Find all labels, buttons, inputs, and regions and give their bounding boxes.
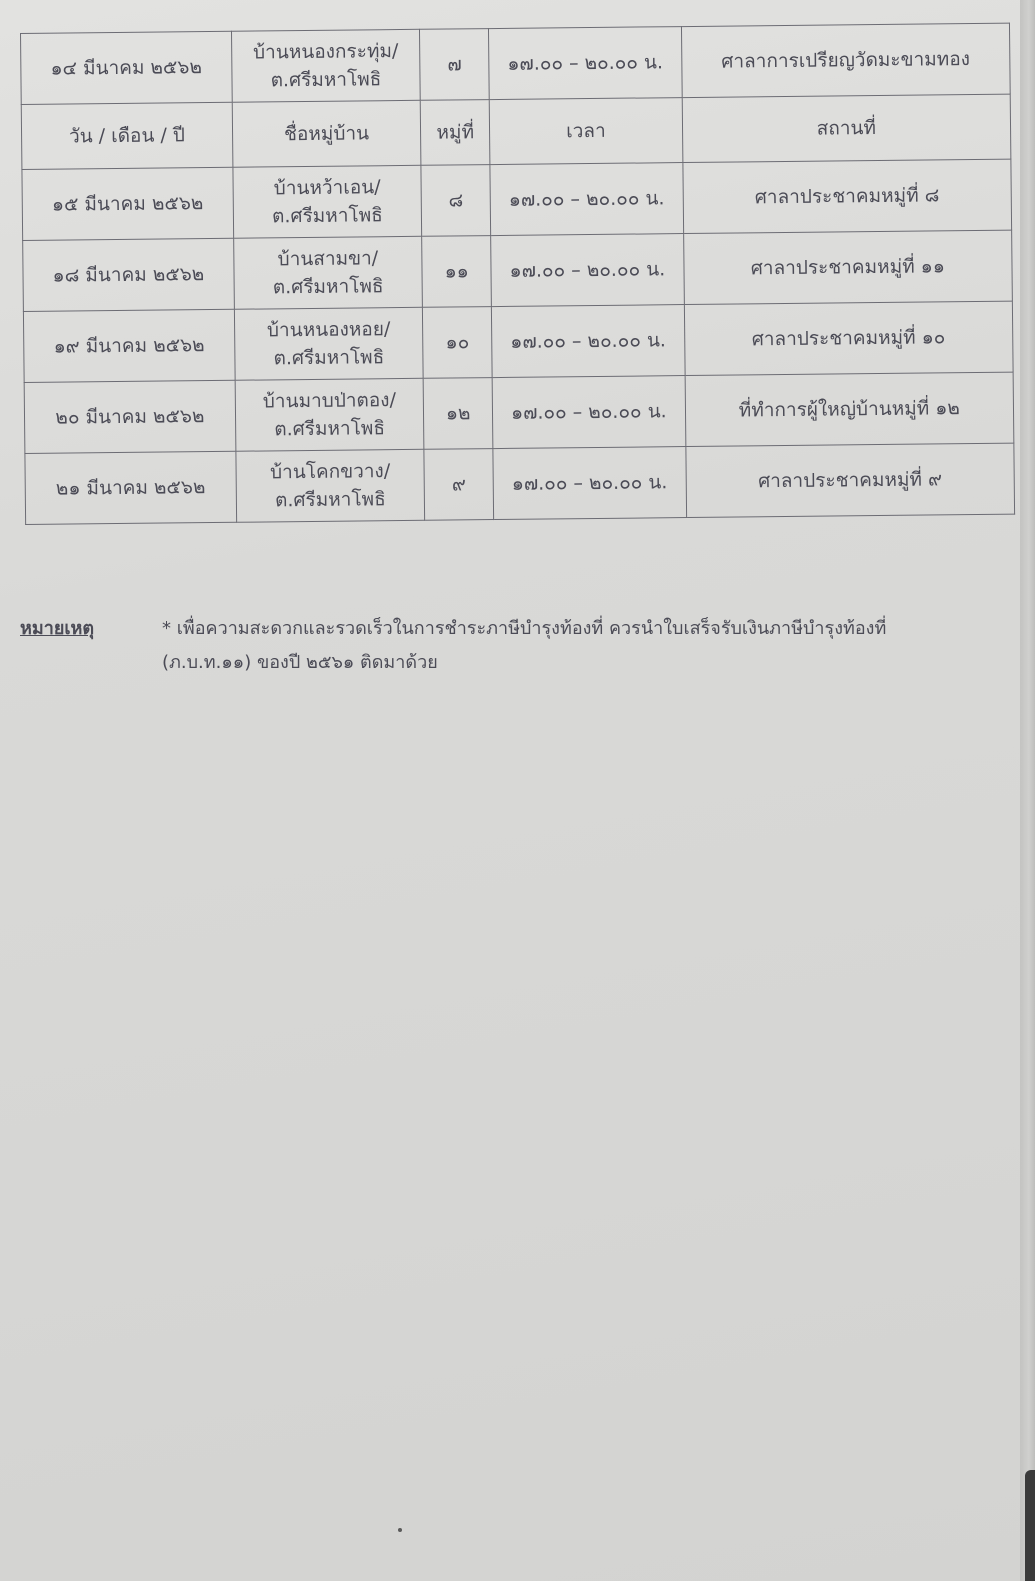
paper-speck (398, 1528, 402, 1532)
remark-line: (ภ.บ.ท.๑๑) ของปี ๒๕๖๑ ติดมาด้วย (162, 652, 438, 673)
date-cell: ๒๐ มีนาคม ๒๕๖๒ (24, 380, 235, 453)
background-object (1025, 1470, 1035, 1581)
table-row (23, 230, 1013, 311)
time-cell: ๑๗.๐๐ – ๒๐.๐๐ น. (490, 163, 683, 236)
subdistrict-name: ต.ศรีมหาโพธิ (274, 488, 386, 512)
header-village: ชื่อหมู่บ้าน (232, 100, 421, 167)
date-cell: ๒๑ มีนาคม ๒๕๖๒ (25, 451, 236, 524)
header-place: สถานที่ (682, 94, 1011, 162)
moo-cell: ๑๒ (423, 378, 493, 450)
moo-cell: ๙ (424, 449, 494, 521)
tax-collection-schedule-table (20, 23, 1015, 525)
village-cell (231, 29, 420, 102)
moo-cell: ๑๐ (423, 307, 493, 379)
time-cell: ๑๗.๐๐ – ๒๐.๐๐ น. (491, 234, 684, 307)
time-cell: ๑๗.๐๐ – ๒๐.๐๐ น. (492, 305, 685, 378)
time-cell: ๑๗.๐๐ – ๒๐.๐๐ น. (493, 447, 686, 520)
remark-label: หมายเหตุ (20, 618, 95, 639)
subdistrict-name: ต.ศรีมหาโพธิ (270, 68, 382, 92)
table-header-row (21, 94, 1011, 169)
table-row (25, 443, 1015, 524)
table-row (22, 159, 1012, 240)
place-cell: ศาลาประชาคมหมู่ที่ ๙ (686, 443, 1015, 517)
header-time: เวลา (489, 98, 682, 165)
village-name: บ้านสามขา/ (277, 247, 379, 271)
date-cell: ๑๔ มีนาคม ๒๕๖๒ (21, 31, 232, 104)
place-cell: ศาลาการเปรียญวัดมะขามทอง (681, 23, 1010, 97)
moo-cell: ๑๑ (422, 236, 492, 308)
table-row (23, 301, 1013, 382)
village-cell (234, 307, 423, 380)
header-moo: หมู่ที่ (420, 100, 490, 166)
moo-cell: ๘ (421, 165, 491, 237)
date-cell: ๑๕ มีนาคม ๒๕๖๒ (22, 167, 233, 240)
table-row (21, 23, 1011, 104)
village-cell (235, 378, 424, 451)
subdistrict-name: ต.ศรีมหาโพธิ (272, 275, 384, 299)
village-name: บ้านหว้าเอน/ (273, 176, 381, 200)
village-name: บ้านมาบป่าตอง/ (262, 389, 397, 413)
village-cell (236, 449, 425, 522)
village-name: บ้านหนองกระทุ่ม/ (252, 40, 399, 64)
remark-line: * เพื่อความสะดวกและรวดเร็วในการชำระภาษีบำรุงท้องที่ ควรนำใบเสร็จรับเงินภาษีบำรุงท้องที่ (162, 618, 887, 639)
subdistrict-name: ต.ศรีมหาโพธิ (274, 417, 386, 441)
page-edge (1020, 0, 1035, 1581)
village-cell (233, 236, 422, 309)
place-cell: ที่ทำการผู้ใหญ่บ้านหมู่ที่ ๑๒ (685, 372, 1014, 446)
subdistrict-name: ต.ศรีมหาโพธิ (271, 204, 383, 228)
moo-cell: ๗ (420, 29, 490, 101)
place-cell: ศาลาประชาคมหมู่ที่ ๘ (683, 159, 1012, 233)
date-cell: ๑๘ มีนาคม ๒๕๖๒ (23, 238, 234, 311)
village-cell (233, 165, 422, 238)
subdistrict-name: ต.ศรีมหาโพธิ (273, 346, 385, 370)
time-cell: ๑๗.๐๐ – ๒๐.๐๐ น. (489, 27, 682, 100)
place-cell: ศาลาประชาคมหมู่ที่ ๑๐ (684, 301, 1013, 375)
time-cell: ๑๗.๐๐ – ๒๐.๐๐ น. (492, 376, 685, 449)
header-date: วัน / เดือน / ปี (21, 102, 232, 169)
remark-text (162, 612, 972, 680)
table-row (24, 372, 1014, 453)
village-name: บ้านโคกขวาง/ (269, 460, 391, 484)
village-name: บ้านหนองหอย/ (266, 318, 391, 342)
place-cell: ศาลาประชาคมหมู่ที่ ๑๑ (683, 230, 1012, 304)
date-cell: ๑๙ มีนาคม ๒๕๖๒ (23, 309, 234, 382)
